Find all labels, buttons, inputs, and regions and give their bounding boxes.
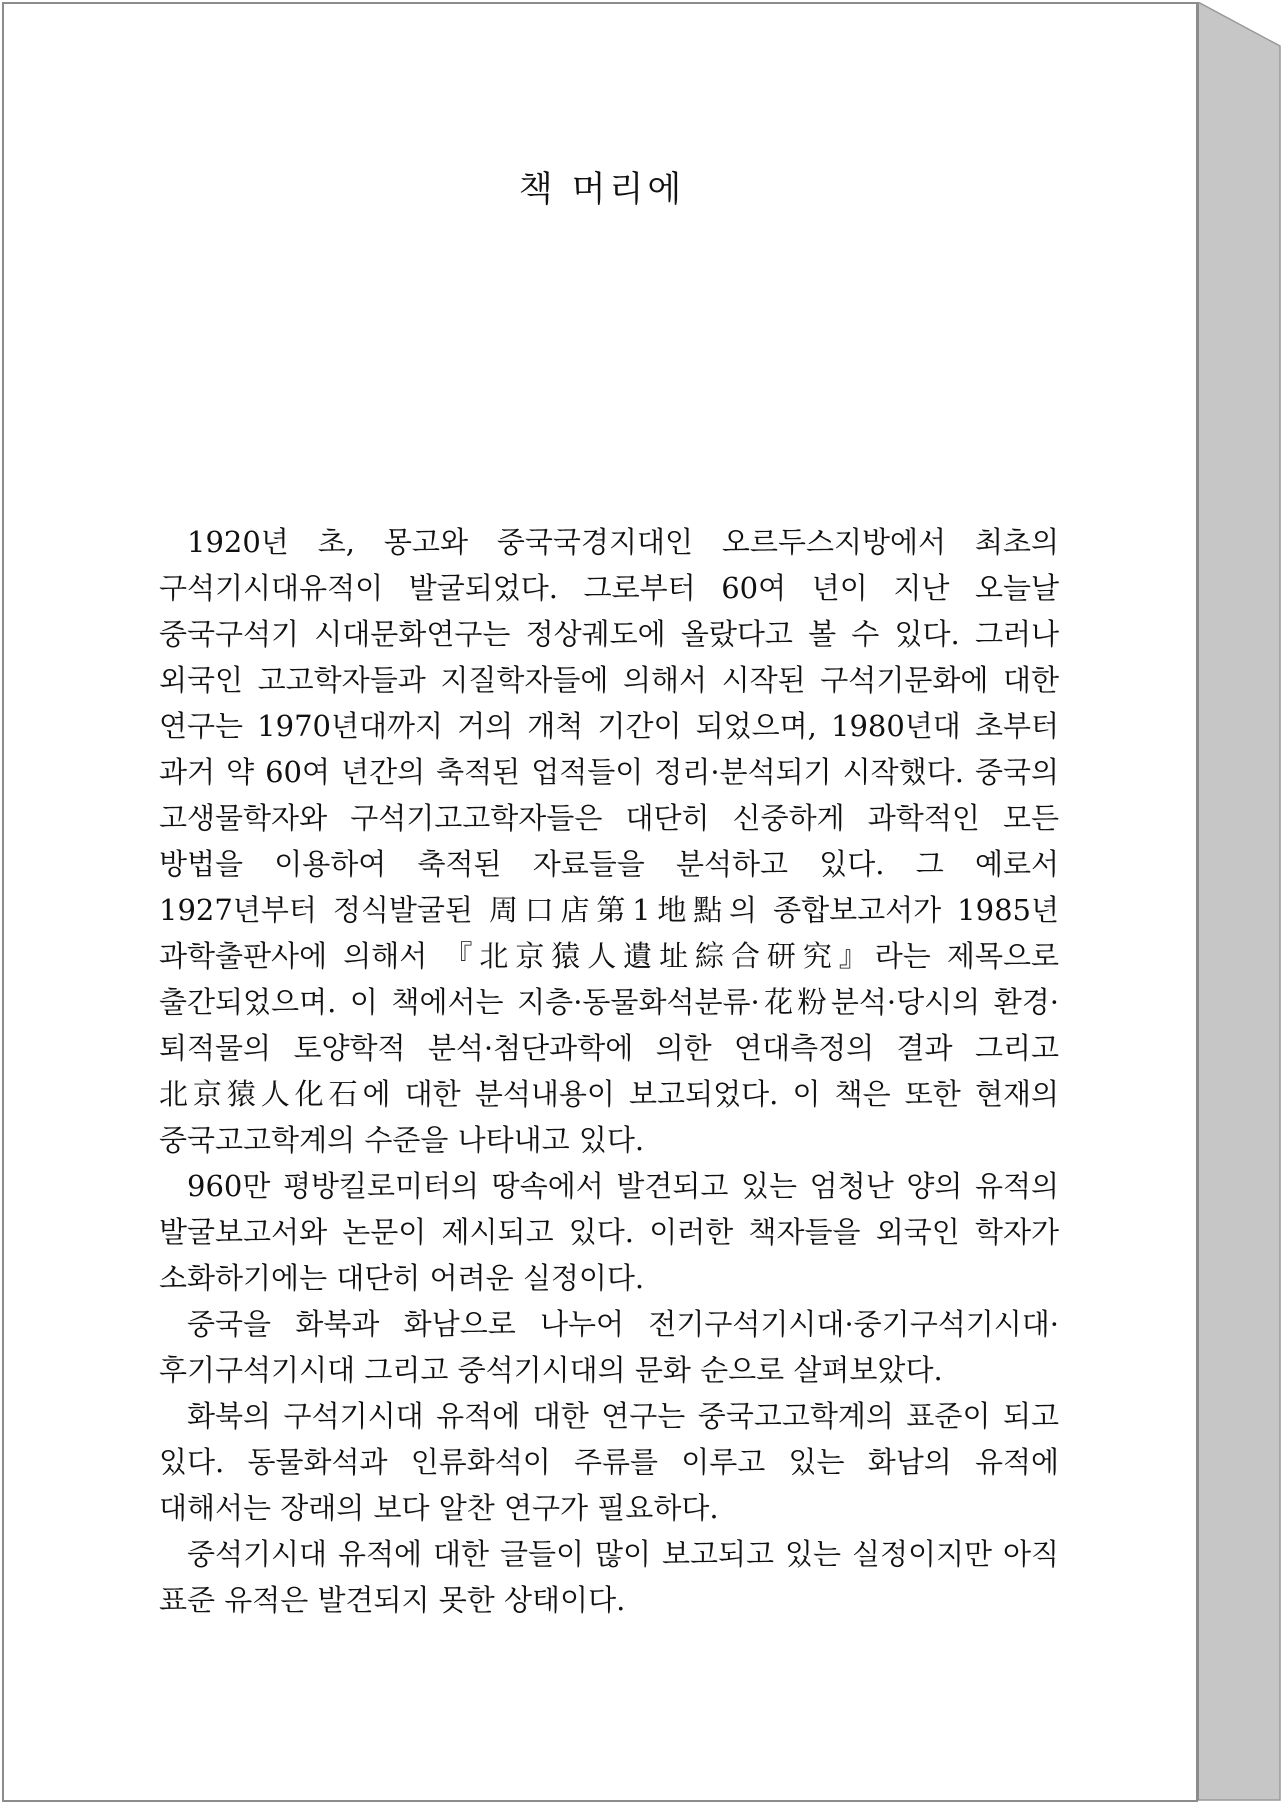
paragraph-4: 화북의 구석기시대 유적에 대한 연구는 중국고고학계의 표준이 되고 있다. 동물화석과 인류화석이 주류를 이루고 있는 화남의 유적에 대해서는 장래의 보다 알찬 연구가 필요하다. [159, 1399, 1059, 1525]
book-side-edge [1198, 2, 1281, 1802]
paragraph-1: 1920년 초, 몽고와 중국국경지대인 오르두스지방에서 최초의 구석기시대유적이 발굴되었다. 그로부터 60여 년이 지난 오늘날 중국구석기 시대문화연구는 정상궤도에 올랐다고 볼 수 있다. 그러나 외국인 고고학자들과 지질학자들에 의해서 시작된 구석기문화에 대한 연구는 1970년대까지 거의 개척 기간이 되었으며, 1980년대 초부터 과거 약 60여 년간의 축적된 업적들이 정리·분석되기 시작했다. 중국의 고생물학자와 구석기고고학자들은 대단히 신중하게 과학적인 모든 방법을 이용하여 축적된 자료들을 분석하고 있다. 그 예로서 1927년부터 정식발굴된 周口店第1地點의 종합보고서가 1985년 과학출판사에 의해서 『北京猿人遺址綜合研究』라는 제목으로 출간되었으며. 이 책에서는 지층·동물화석분류·花粉분석·당시의 환경·퇴적물의 토양학적 분석·첨단과학에 의한 연대측정의 결과 그리고 北京猿人化石에 대한 분석내용이 보고되었다. 이 책은 또한 현재의 중국고고학계의 수준을 나타내고 있다. [159, 525, 1060, 1157]
paragraph-2: 960만 평방킬로미터의 땅속에서 발견되고 있는 엄청난 양의 유적의 발굴보고서와 논문이 제시되고 있다. 이러한 책자들을 외국인 학자가 소화하기에는 대단히 어려운 실정이다. [159, 1169, 1059, 1295]
book-page [2, 2, 1198, 1802]
preface-body [159, 519, 1059, 1623]
book-side-shape [1198, 2, 1281, 1802]
page-title: 책 머리에 [518, 170, 686, 210]
paragraph-3: 중국을 화북과 화남으로 나누어 전기구석기시대·중기구석기시대·후기구석기시대 그리고 중석기시대의 문화 순으로 살펴보았다. [159, 1307, 1059, 1387]
paragraph-5: 중석기시대 유적에 대한 글들이 많이 보고되고 있는 실정이지만 아직 표준 유적은 발견되지 못한 상태이다. [159, 1537, 1059, 1617]
book-side-face [1198, 2, 1280, 1800]
